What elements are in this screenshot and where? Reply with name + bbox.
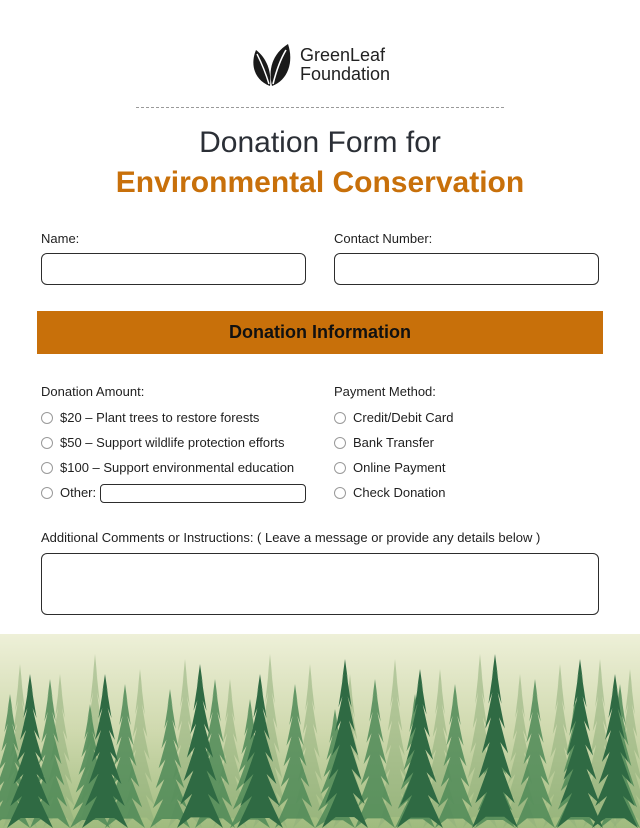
contact-number-label: Contact Number: bbox=[334, 231, 433, 246]
page-title: Donation Form for bbox=[199, 126, 441, 159]
payment-option-bank[interactable] bbox=[334, 435, 434, 450]
radio-button[interactable] bbox=[334, 437, 346, 449]
page-subtitle: Environmental Conservation bbox=[115, 166, 525, 199]
radio-button[interactable] bbox=[334, 462, 346, 474]
donation-option-label: $100 – Support environmental education bbox=[60, 460, 295, 475]
payment-option-check[interactable] bbox=[334, 485, 446, 500]
payment-option-label: Online Payment bbox=[353, 460, 446, 475]
payment-option-online[interactable] bbox=[334, 460, 446, 475]
donation-option-label: $50 – Support wildlife protection efforts bbox=[60, 435, 285, 450]
donation-option-label: $20 – Plant trees to restore forests bbox=[60, 410, 260, 425]
brand-name-line1: GreenLeaf bbox=[300, 45, 386, 65]
donation-option-label: Other: bbox=[60, 485, 97, 500]
radio-button[interactable] bbox=[334, 487, 346, 499]
name-input[interactable] bbox=[41, 253, 306, 285]
payment-option-card[interactable] bbox=[334, 410, 453, 425]
donation-amount-label: Donation Amount: bbox=[41, 384, 145, 399]
donation-option-20[interactable] bbox=[41, 410, 259, 425]
donation-option-100[interactable] bbox=[41, 460, 294, 475]
radio-button[interactable] bbox=[41, 412, 53, 424]
donation-info-banner bbox=[37, 311, 603, 354]
name-label: Name: bbox=[41, 231, 80, 246]
radio-button[interactable] bbox=[41, 487, 53, 499]
other-amount-input[interactable] bbox=[100, 484, 306, 503]
radio-button[interactable] bbox=[41, 462, 53, 474]
payment-option-label: Check Donation bbox=[353, 485, 446, 500]
donation-info-heading: Donation Information bbox=[229, 322, 411, 342]
payment-option-label: Bank Transfer bbox=[353, 435, 434, 450]
donation-option-other[interactable] bbox=[41, 485, 96, 500]
contact-number-input[interactable] bbox=[334, 253, 599, 285]
brand-name-line2: Foundation bbox=[300, 64, 391, 84]
header-divider bbox=[136, 107, 504, 108]
comments-textarea[interactable] bbox=[41, 553, 599, 615]
comments-label: Additional Comments or Instructions: ( Leave a message or provide any details below ) bbox=[41, 530, 541, 545]
radio-button[interactable] bbox=[334, 412, 346, 424]
radio-button[interactable] bbox=[41, 437, 53, 449]
donation-option-50[interactable] bbox=[41, 435, 285, 450]
leaf-icon bbox=[248, 40, 296, 90]
payment-method-label: Payment Method: bbox=[334, 384, 436, 399]
payment-option-label: Credit/Debit Card bbox=[353, 410, 454, 425]
forest-illustration bbox=[0, 634, 640, 828]
brand-logo bbox=[248, 40, 390, 90]
forest-image bbox=[0, 634, 640, 828]
